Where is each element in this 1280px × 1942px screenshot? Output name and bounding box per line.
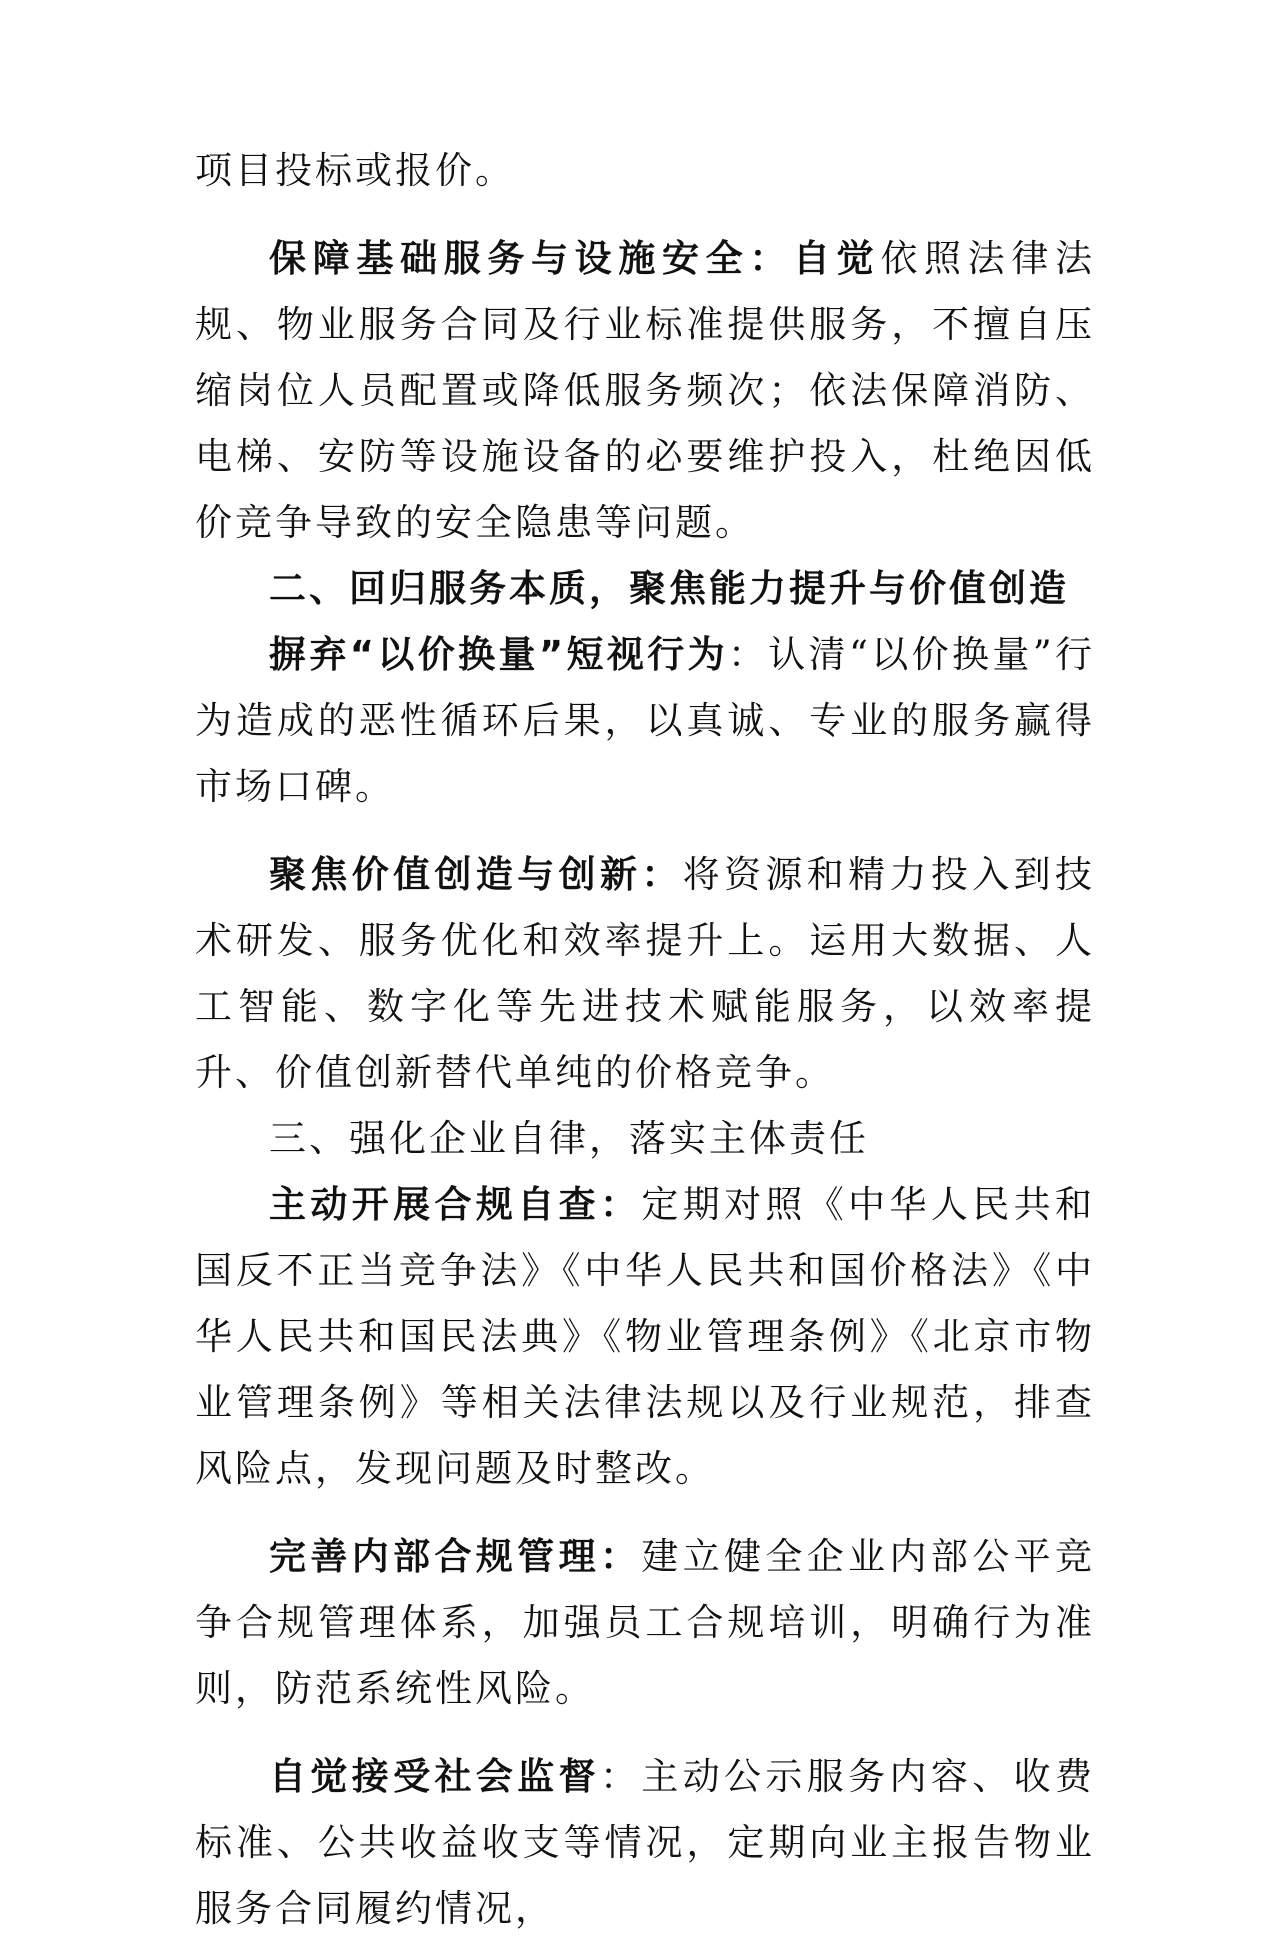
document-body [195,138,1095,1942]
paragraph-text: ：认清“以价换量”行为造成的恶性循环后果，以真诚、专业的服务赢得市场口碑。 [195,633,1095,808]
paragraph-lead-extra: 自觉 [793,237,881,280]
paragraph-text: 依照法律法规、物业服务合同及行业标准提供服务，不擅自压缩岗位人员配置或降低服务频次；依法保障消防、电梯、安防等设施设备的必要维护投入，杜绝因低价竞争导致的安全隐患等问题。 [195,237,1096,544]
paragraph-lead: 保障基础服务与设施安全： [269,237,793,280]
paragraph-text: 项目投标或报价。 [195,149,515,192]
paragraph-text: 定期对照《中华人民共和国反不正当竞争法》《中华人民共和国价格法》《中华人民共和国民法典》《物业管理条例》《北京市物业管理条例》等相关法律法规以及行业规范，排查风险点，发现问题及时整改。 [195,1183,1096,1490]
paragraph-text: 建立健全企业内部公平竞争合规管理体系，加强员工合规培训，明确行为准则，防范系统性风险。 [195,1535,1096,1710]
paragraph-text: 将资源和精力投入到技术研发、服务优化和效率提升上。运用大数据、人工智能、数字化等先进技术赋能服务，以效率提升、价值创新替代单纯的价格竞争。 [195,853,1096,1094]
paragraph-internal-compliance [195,1524,1095,1722]
paragraph-social-supervision [195,1744,1095,1942]
paragraph-lead: 摒弃“以价换量”短视行为 [269,633,728,676]
section-heading-2: 二、回归服务本质，聚焦能力提升与价值创造 [269,567,1069,610]
paragraph-value-creation [195,842,1095,1106]
paragraph-lead: 聚焦价值创造与创新： [269,853,683,896]
section-heading-3: 三、强化企业自律，落实主体责任 [269,1117,869,1160]
paragraph-compliance-self-check [195,1172,1095,1502]
paragraph-lead: 自觉接受社会监督 [269,1755,600,1798]
paragraph-lead: 完善内部合规管理： [269,1535,642,1578]
paragraph-basic-service-safety [195,226,1095,556]
paragraph-text: ：主动公示服务内容、收费标准、公共收益收支等情况，定期向业主报告物业服务合同履约情况， [195,1755,1096,1930]
paragraph-abandon-price-for-volume [195,622,1095,820]
paragraph-lead: 主动开展合规自查： [269,1183,642,1226]
paragraph-continuation [195,138,1095,204]
